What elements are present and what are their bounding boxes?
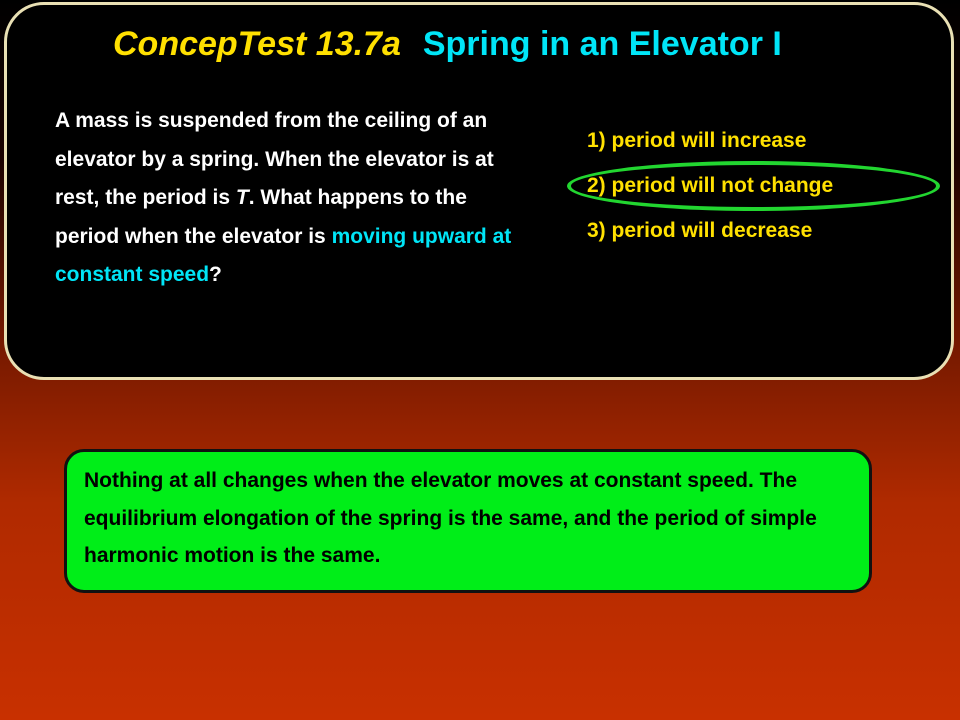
title-topic: Spring in an Elevator I bbox=[422, 25, 782, 63]
choice-1: 1) period will increase bbox=[587, 129, 807, 152]
correct-answer-circle bbox=[567, 161, 940, 211]
choice-2: 2) period will not change bbox=[587, 174, 834, 197]
choice-3: 3) period will decrease bbox=[587, 219, 813, 242]
question-text bbox=[55, 102, 525, 295]
title-series: ConcepTest 13.7a bbox=[113, 25, 401, 63]
question-highlight: moving upward at constant speed bbox=[55, 224, 512, 286]
question-end: ? bbox=[209, 263, 222, 286]
question-part-2: . What happens to the period when the elevator is bbox=[55, 186, 467, 248]
question-part-1: A mass is suspended from the ceiling of an elevator by a spring. When the elevator is at rest, the period is bbox=[55, 109, 494, 209]
period-variable: T bbox=[235, 186, 249, 209]
slide-title bbox=[113, 18, 782, 70]
explanation-text: Nothing at all changes when the elevator moves at constant speed. The equilibrium elongation of the spring is the same, and the period of simple harmonic motion is the same. bbox=[84, 469, 817, 567]
